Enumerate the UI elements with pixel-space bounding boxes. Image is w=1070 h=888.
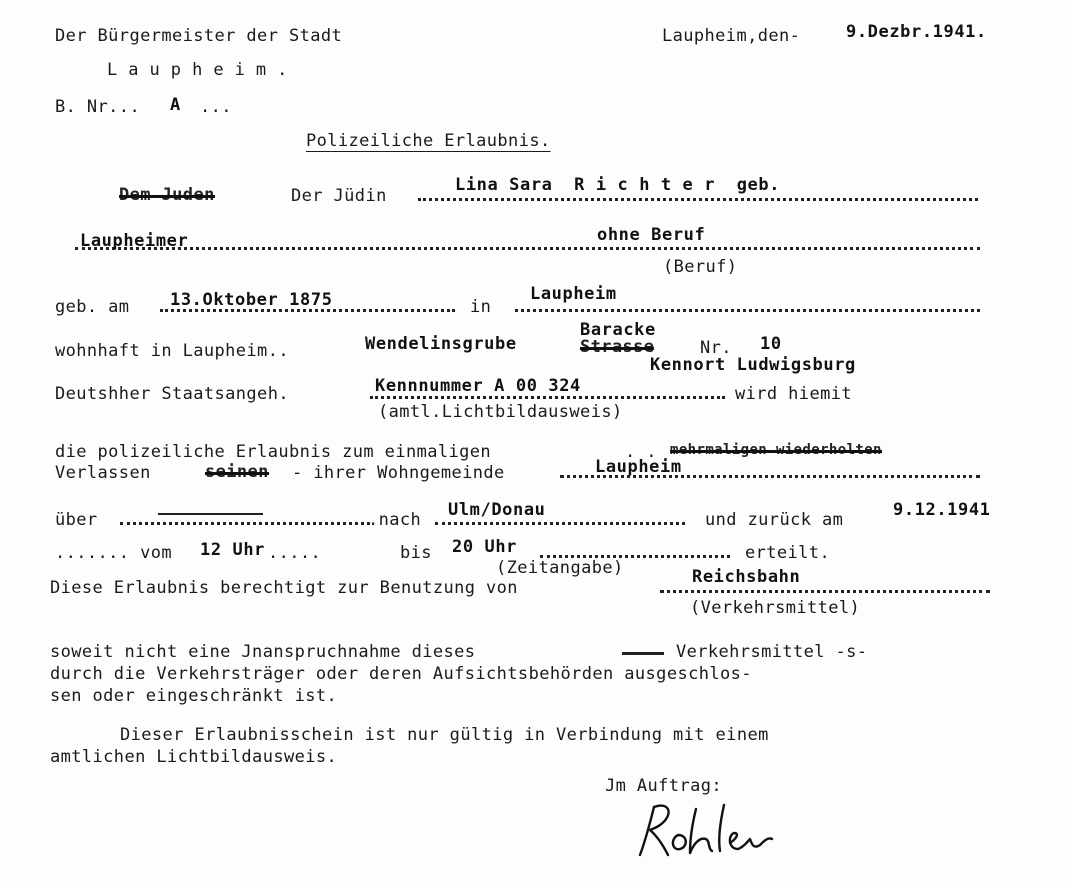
id-caption: (amtl.Lichtbildausweis) bbox=[378, 402, 623, 422]
occupation: ohne Beruf bbox=[597, 225, 706, 245]
restriction-line-3: sen oder eingeschränkt ist. bbox=[50, 686, 338, 706]
leave-label: Verlassen bbox=[55, 463, 151, 483]
barracks: Baracke bbox=[580, 320, 656, 340]
transport: Reichsbahn bbox=[692, 567, 801, 587]
return-date: 9.12.1941 bbox=[893, 500, 991, 520]
return-label: und zurück am bbox=[705, 510, 844, 530]
issue-date: 9.Dezbr.1941. bbox=[846, 22, 987, 42]
origin: Laupheimer bbox=[80, 231, 189, 251]
residence-label: wohnhaft in Laupheim.. bbox=[55, 341, 289, 361]
handwritten-signature bbox=[630, 795, 800, 865]
struck-street: Strasse bbox=[580, 337, 655, 357]
by-order-label: Jm Auftrag: bbox=[605, 776, 722, 796]
restriction-line-2: durch die Verkehrsträger oder deren Aufsichtsbehörden ausgeschlos- bbox=[50, 664, 752, 684]
community: Laupheim bbox=[595, 457, 682, 477]
in-label: in bbox=[470, 297, 492, 317]
via-dash bbox=[158, 513, 263, 515]
reference-number: A bbox=[170, 95, 181, 115]
place-date-label: Laupheim,den- bbox=[662, 26, 801, 46]
struck-mark bbox=[622, 652, 664, 655]
house-number-label: Nr. bbox=[700, 338, 732, 358]
leave-rest: - ihrer Wohngemeinde bbox=[292, 463, 505, 483]
fill-line bbox=[370, 396, 725, 399]
restriction-line-1b: Verkehrsmittel -s- bbox=[676, 642, 868, 662]
document-title: Polizeiliche Erlaubnis. bbox=[306, 131, 551, 151]
issuing-city: L a u p h e i m . bbox=[107, 60, 288, 80]
via-label: über bbox=[55, 510, 98, 530]
permission-text: die polizeiliche Erlaubnis zum einmaligen bbox=[55, 442, 492, 462]
time-caption: (Zeitangabe) bbox=[496, 558, 624, 578]
born-label: geb. am bbox=[55, 297, 130, 317]
street: Wendelinsgrube bbox=[365, 334, 517, 354]
struck-to-jew: Dem Juden bbox=[119, 185, 215, 205]
fill-line bbox=[418, 198, 978, 201]
until-label: bis bbox=[400, 543, 432, 563]
house-number: 10 bbox=[760, 334, 782, 354]
fill-line bbox=[435, 522, 685, 525]
until-time: 20 Uhr bbox=[452, 537, 518, 557]
occupation-caption: (Beruf) bbox=[663, 257, 738, 277]
reference-dots: ... bbox=[200, 97, 232, 117]
birth-date: 13.Oktober 1875 bbox=[170, 290, 333, 310]
validity-line-2: amtlichen Lichtbildausweis. bbox=[50, 747, 338, 767]
from-dots: ..... bbox=[268, 543, 322, 563]
destination: Ulm/Donau bbox=[448, 500, 546, 520]
birth-place: Laupheim bbox=[530, 284, 617, 304]
transport-label: Diese Erlaubnis berechtigt zur Benutzung von bbox=[50, 578, 518, 598]
struck-his: seinen bbox=[205, 462, 269, 482]
from-label: ....... vom bbox=[55, 543, 172, 563]
to-jewess-label: Der Jüdin bbox=[291, 186, 387, 206]
transport-caption: (Verkehrsmittel) bbox=[690, 598, 861, 618]
permission-dots: . . bbox=[625, 442, 657, 462]
fill-line bbox=[75, 247, 980, 250]
issuing-authority: Der Bürgermeister der Stadt bbox=[55, 26, 343, 46]
struck-repeated: mehrmaligen wiederholten bbox=[670, 442, 882, 458]
id-number: Kennnummer A 00 324 bbox=[375, 376, 581, 396]
recipient-name: Lina Sara R i c h t e r geb. bbox=[455, 175, 781, 195]
granted-label: erteilt. bbox=[745, 543, 831, 563]
grant-label: wird hiemit bbox=[735, 384, 852, 404]
restriction-line-1: soweit nicht eine Jnanspruchnahme dieses bbox=[50, 642, 476, 662]
reference-label: B. Nr... bbox=[55, 97, 141, 117]
fill-line bbox=[515, 309, 980, 312]
to-label: .nach bbox=[368, 510, 422, 530]
citizenship-label: Deutshher Staatsangeh. bbox=[55, 384, 289, 404]
fill-line bbox=[120, 522, 370, 525]
validity-line-1: Dieser Erlaubnisschein ist nur gültig in Verbindung mit einem bbox=[120, 725, 769, 745]
kennort: Kennort Ludwigsburg bbox=[650, 355, 856, 375]
from-time: 12 Uhr bbox=[200, 540, 266, 560]
fill-line bbox=[660, 590, 990, 593]
